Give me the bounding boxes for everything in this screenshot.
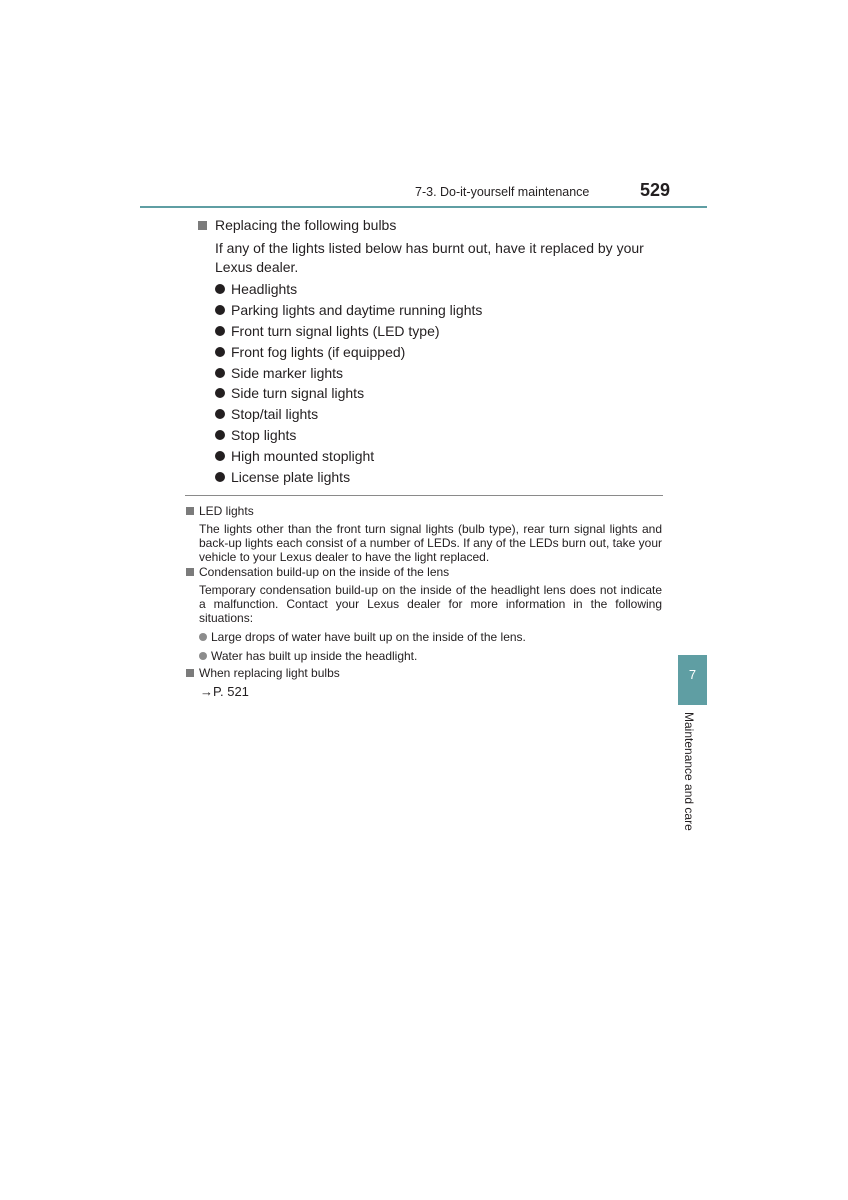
bullet-dot-icon xyxy=(215,284,225,294)
list-item-text: High mounted stoplight xyxy=(231,447,375,464)
list-item-text: Water has built up inside the headlight. xyxy=(211,648,418,663)
list-item xyxy=(215,300,663,321)
replacing-heading-row xyxy=(186,665,662,681)
list-item xyxy=(199,646,662,665)
square-bullet-icon xyxy=(198,221,207,230)
bulb-replacement-section xyxy=(198,215,663,487)
list-item-text: Side marker lights xyxy=(231,364,344,381)
condensation-list xyxy=(199,627,662,665)
condensation-heading: Condensation build-up on the inside of the lens xyxy=(199,565,450,579)
list-item-text: Parking lights and daytime running lights xyxy=(231,302,483,319)
page-number: 529 xyxy=(640,180,671,200)
list-item xyxy=(215,383,663,404)
bullet-dot-icon xyxy=(215,305,225,315)
list-item xyxy=(215,404,663,425)
bullet-dot-icon xyxy=(215,430,225,440)
bullet-dot-icon xyxy=(215,388,225,398)
notes-section xyxy=(186,503,662,699)
bullet-dot-icon xyxy=(215,326,225,336)
notes-divider xyxy=(185,495,663,496)
list-item xyxy=(215,341,663,362)
list-item-text: Large drops of water have built up on the inside of the lens. xyxy=(211,629,526,644)
list-item-text: Stop lights xyxy=(231,426,297,443)
list-item xyxy=(215,425,663,446)
section-intro: If any of the lights listed below has burnt out, have it replaced by your Lexus dealer. xyxy=(215,240,644,275)
list-item-text: Front fog lights (if equipped) xyxy=(231,343,406,360)
led-heading: LED lights xyxy=(199,504,254,518)
bullet-dot-icon xyxy=(199,652,207,660)
bullet-dot-icon xyxy=(199,633,207,641)
condensation-heading-row xyxy=(186,564,662,580)
chapter-label: Maintenance and care xyxy=(682,712,696,831)
condensation-text: Temporary condensation build-up on the inside of the headlight lens does not indicate a malfunction. Contact your Lexus dealer for more information in the following situations: xyxy=(199,583,662,625)
list-item-text: Stop/tail lights xyxy=(231,406,319,423)
square-bullet-icon xyxy=(186,568,194,576)
list-item xyxy=(215,321,663,342)
section-heading: Replacing the following bulbs xyxy=(215,217,397,233)
list-item-text: License plate lights xyxy=(231,468,351,485)
list-item-text: Headlights xyxy=(231,281,298,298)
list-item-text: Front turn signal lights (LED type) xyxy=(231,322,440,339)
list-item-text: Side turn signal lights xyxy=(231,385,365,402)
bullet-dot-icon xyxy=(215,347,225,357)
replacing-heading: When replacing light bulbs xyxy=(199,666,340,680)
header-divider xyxy=(140,206,707,208)
list-item xyxy=(215,279,663,300)
led-text: The lights other than the front turn signal lights (bulb type), rear turn signal lights and back-up lights each consist of a number of LEDs. If any of the LEDs burn out, take your vehicle to your Lexus dealer to have the light replaced. xyxy=(199,522,662,564)
square-bullet-icon xyxy=(186,507,194,515)
section-heading-row xyxy=(198,215,663,235)
list-item xyxy=(215,466,663,487)
bullet-dot-icon xyxy=(215,472,225,482)
bullet-dot-icon xyxy=(215,451,225,461)
list-item xyxy=(215,362,663,383)
bulb-list xyxy=(215,279,663,487)
page-reference-link[interactable]: →P. 521 xyxy=(200,684,249,699)
led-heading-row xyxy=(186,503,662,519)
section-title: 7-3. Do-it-yourself maintenance xyxy=(415,185,590,199)
list-item xyxy=(199,627,662,646)
bullet-dot-icon xyxy=(215,409,225,419)
list-item xyxy=(215,445,663,466)
square-bullet-icon xyxy=(186,669,194,677)
chapter-tab[interactable]: 7 xyxy=(678,655,707,705)
bullet-dot-icon xyxy=(215,368,225,378)
